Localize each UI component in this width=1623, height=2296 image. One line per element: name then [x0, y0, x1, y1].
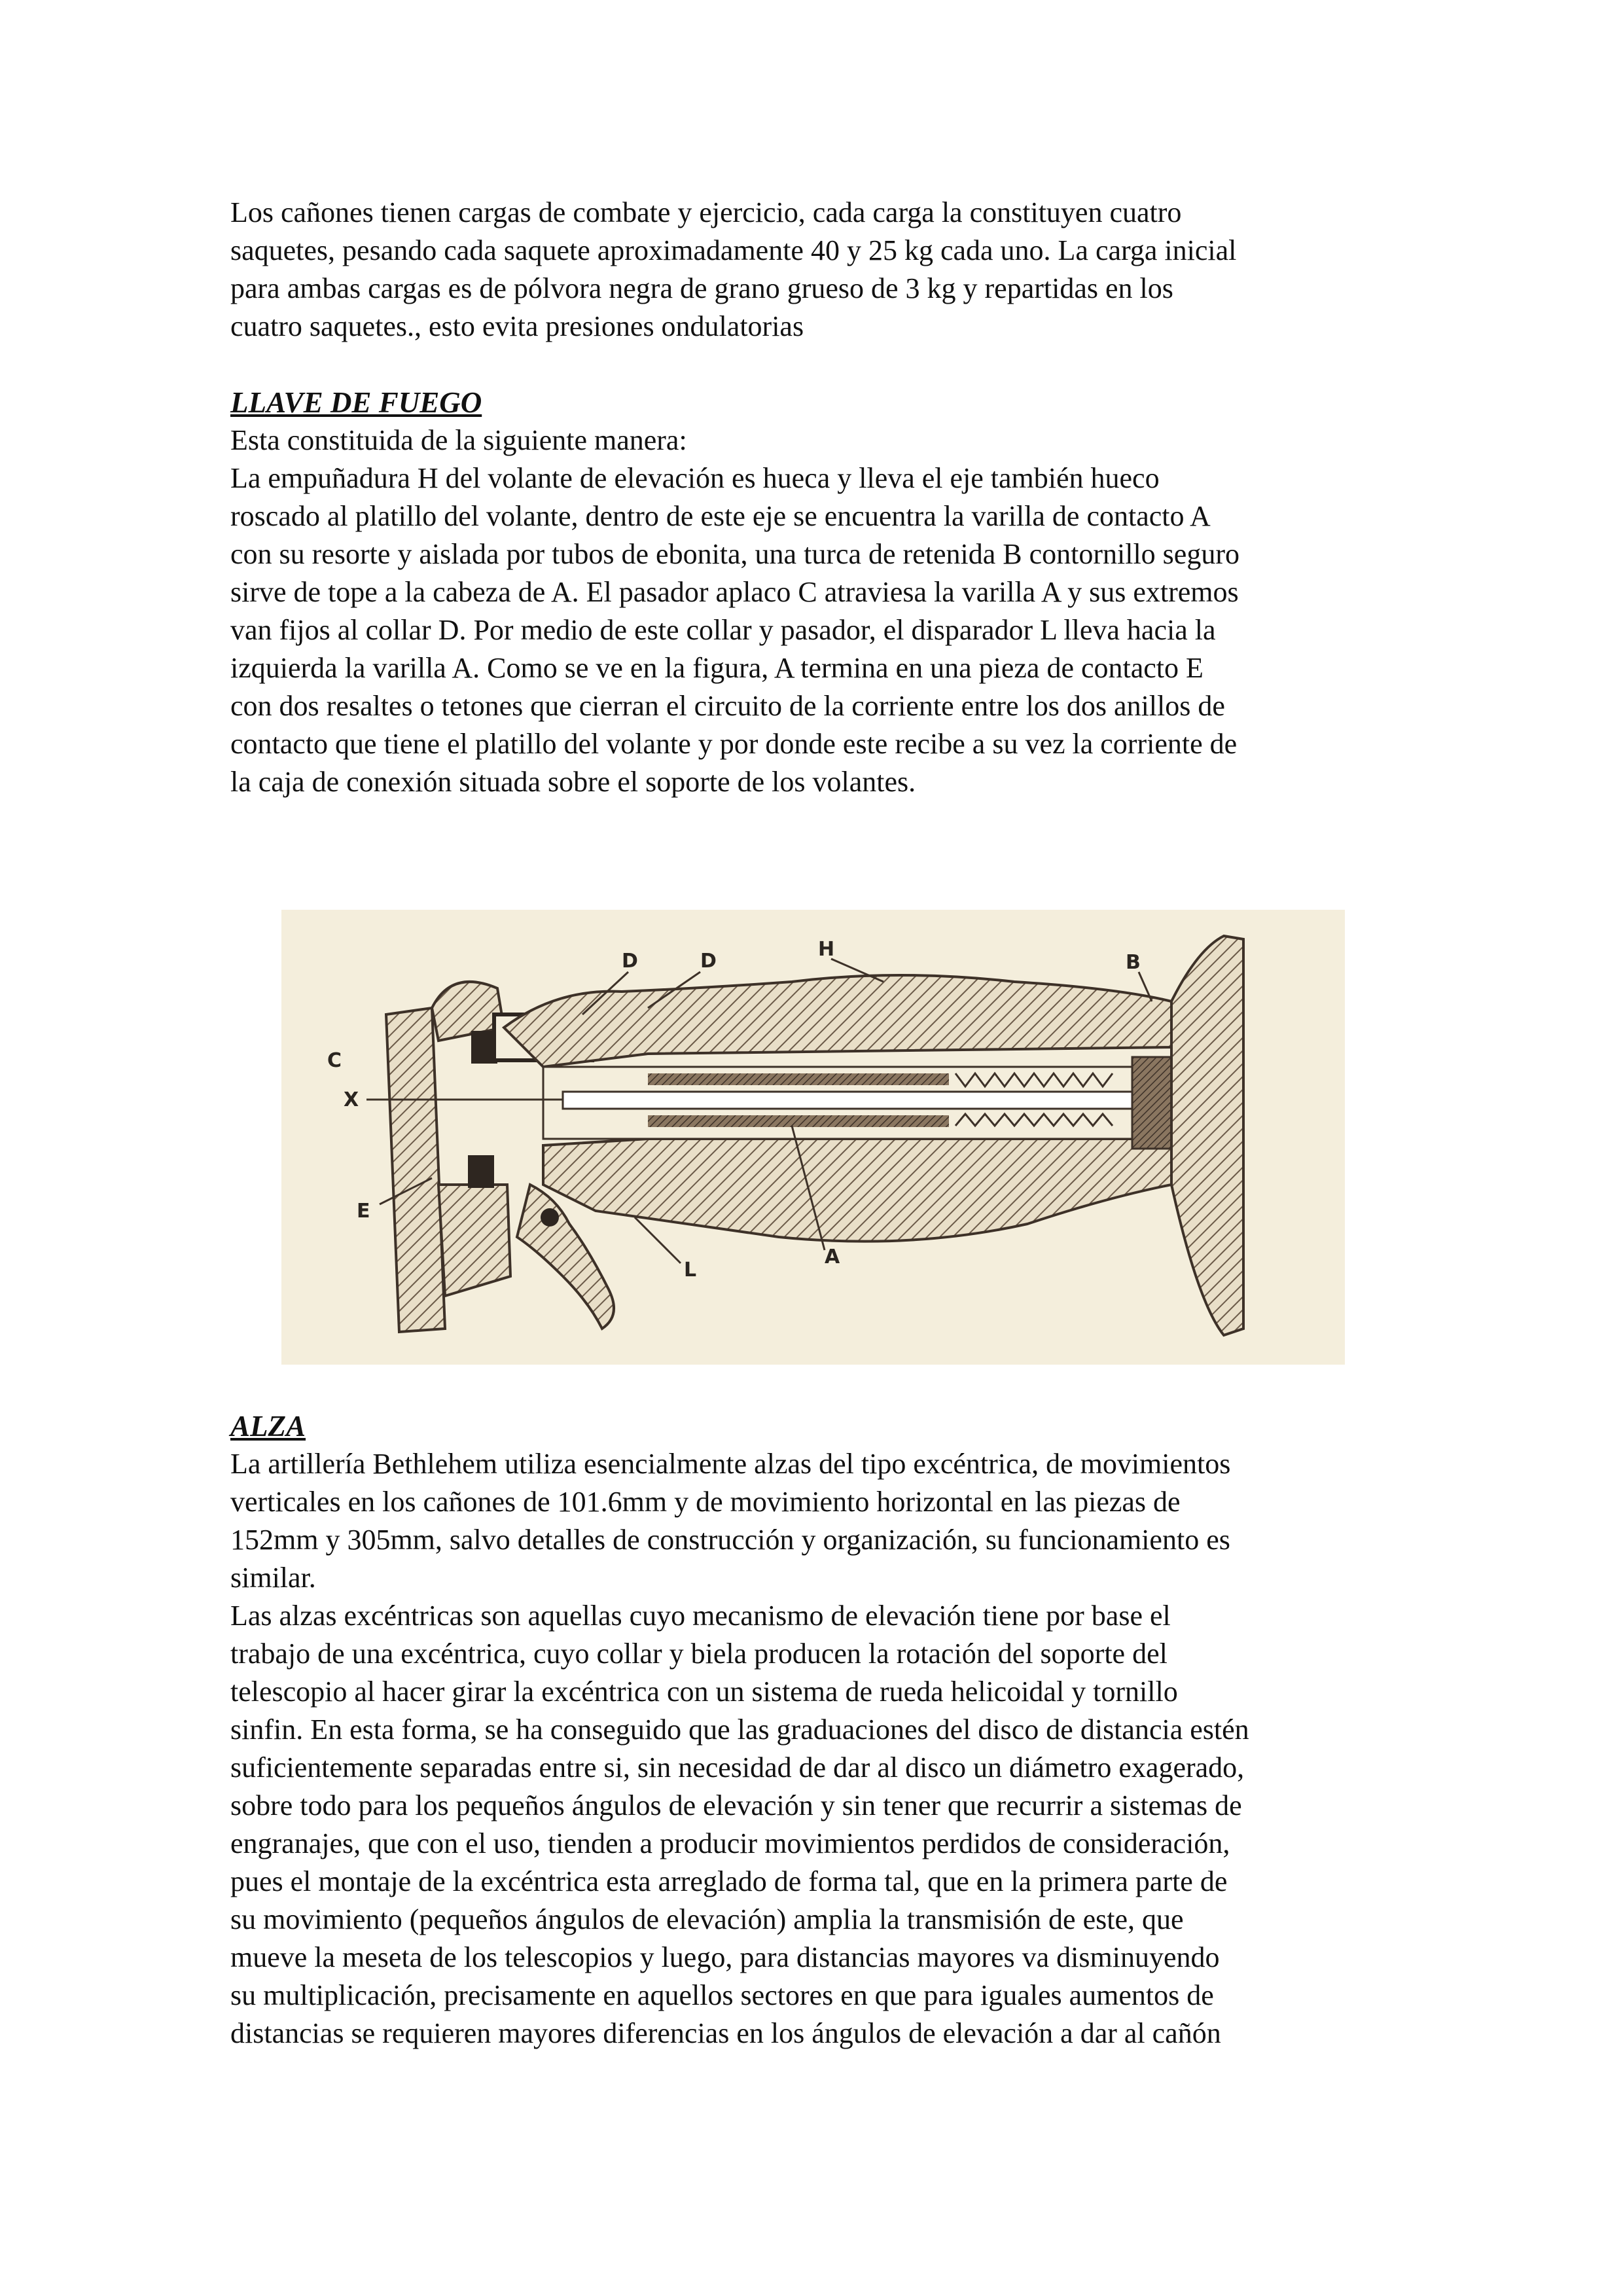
ebonite-tube	[648, 1115, 949, 1127]
alza-paragraph-2: Las alzas excéntricas son aquellas cuyo mecanismo de elevación tiene por base el trabajo de una excéntrica, cuyo collar y biela producen la rotación del soporte del telescopio al hacer girar la excéntrica con un sistema de rueda helicoidal y tornillo sinfin. En esta forma, se ha conseguido que las graduaciones del disco de distancia estén suficientemente separadas entre si, sin necesidad de dar al disco un diámetro exagerado, sobre todo para los pequeños ángulos de elevación y sin tener que recurrir a sistemas de engranajes, que con el uso, tienden a producir movimientos perdidos de consideración, pues el montaje de la excéntrica esta arreglado de forma tal, que en la primera parte de su movimiento (pequeños ángulos de elevación) amplia la transmisión de este, que mueve la meseta de los telescopios y luego, para distancias mayores va disminuyendo su multiplicación, precisamente en aquellos sectores en que para iguales aumentos de distancias se requieren mayores diferencias en los ángulos de elevación a dar al cañón	[230, 1600, 1249, 2049]
contact-block	[468, 1155, 494, 1188]
heading-llave-de-fuego: LLAVE DE FUEGO	[230, 386, 482, 419]
firing-key-diagram	[281, 910, 1345, 1365]
label-a: A	[825, 1246, 840, 1268]
label-d1: D	[622, 950, 638, 973]
intro-paragraph: Los cañones tienen cargas de combate y ejercicio, cada carga la constituyen cuatro saquetes, pesando cada saquete aproximadamente 40 y 25 kg cada uno. La carga inicial para ambas cargas es de pólvora negra de grano grueso de 3 kg y repartidas en los cuatro saquetes., esto evita presiones ondulatorias	[230, 196, 1237, 342]
trigger-pivot	[541, 1208, 559, 1227]
label-b: B	[1126, 951, 1141, 974]
label-d2: D	[700, 950, 717, 973]
label-e: E	[357, 1200, 370, 1223]
page-body	[230, 194, 1395, 801]
ebonite-tube	[648, 1073, 949, 1085]
label-l: L	[684, 1259, 697, 1282]
label-c: C	[327, 1049, 342, 1072]
handle-lower-wall	[543, 1139, 1171, 1242]
contact-rod	[563, 1092, 1139, 1109]
alza-section	[230, 1407, 1395, 2053]
label-h: H	[818, 938, 835, 961]
collar-bottom	[438, 1185, 510, 1296]
alza-paragraph-1: La artillería Bethlehem utiliza esencialmente alzas del tipo excéntrica, de movimientos verticales en los cañones de 101.6mm y de movimiento horizontal en las piezas de 152mm y 305mm, salvo detalles de construcción y organización, su funcionamiento es similar.	[230, 1448, 1231, 1594]
right-flange	[1171, 936, 1243, 1335]
wheel-plate	[386, 1008, 445, 1332]
label-x: X	[344, 1088, 359, 1111]
heading-alza: ALZA	[230, 1410, 306, 1443]
llave-lead: Esta constituida de la siguiente manera:	[230, 424, 687, 456]
llave-body: La empuñadura H del volante de elevación es hueca y lleva el eje también hueco roscado al platillo del volante, dentro de este eje se encuentra la varilla de contacto A con su resorte y aislada por tubos de ebonita, una turca de retenida B contornillo seguro sirve de tope a la cabeza de A. El pasador aplaco C atraviesa la varilla A y sus extremos van fijos al collar D. Por medio de este collar y pasador, el disparador L lleva hacia la izquierda la varilla A. Como se ve en la figura, A termina en una pieza de contacto E con dos resaltes o tetones que cierran el circuito de la corriente entre los dos anillos de contacto que tiene el platillo del volante y por donde este recibe a su vez la corriente de la caja de conexión situada sobre el soporte de los volantes.	[230, 462, 1240, 798]
handle-upper-wall	[504, 975, 1171, 1067]
